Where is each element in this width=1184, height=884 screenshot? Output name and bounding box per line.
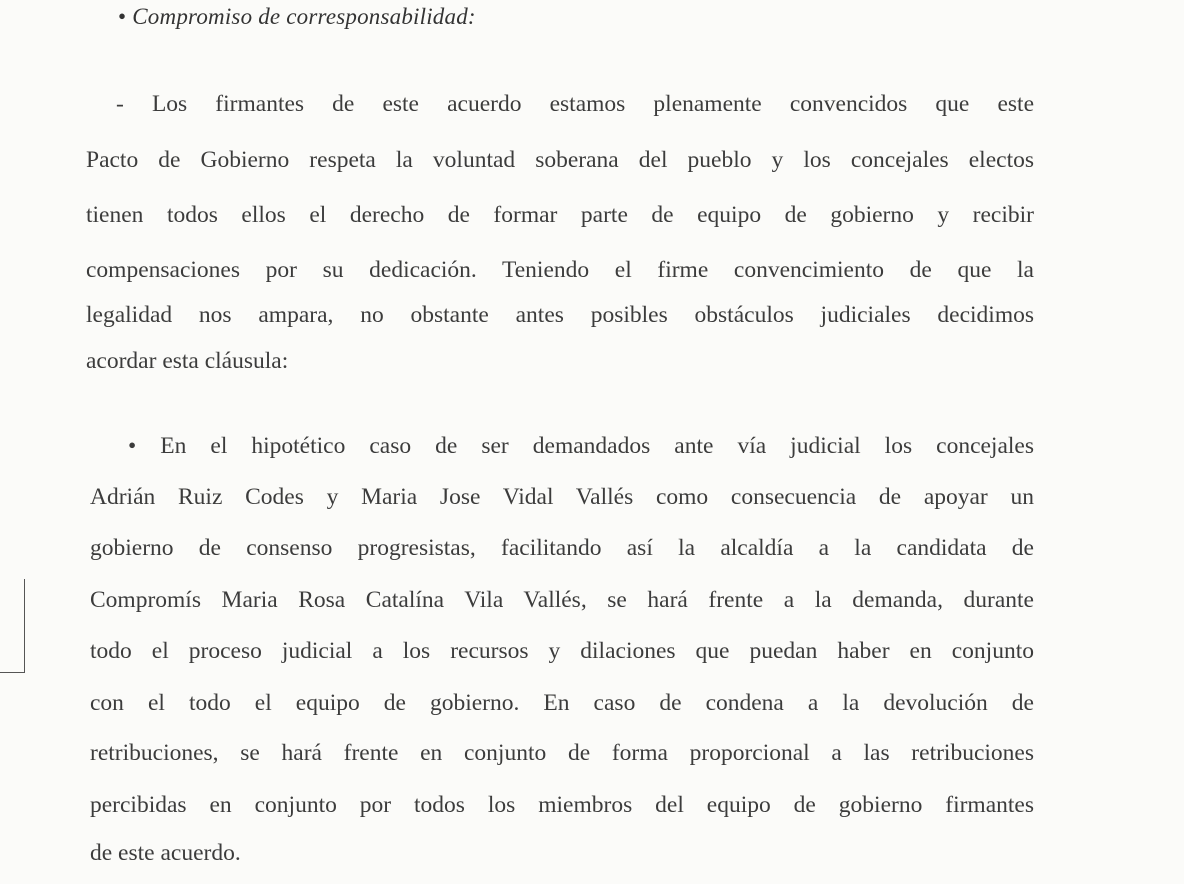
paragraph-1-line-6: acordar esta cláusula: xyxy=(86,348,289,374)
paragraph-2-line-4: Compromís Maria Rosa Catalína Vila Vallés, se hará frente a la demanda, durante xyxy=(90,587,1034,613)
section-heading xyxy=(118,4,476,30)
paragraph-1-line-4: compensaciones por su dedicación. Teniendo el firme convencimiento de que la xyxy=(86,257,1034,283)
paragraph-1-line-3: tienen todos ellos el derecho de formar parte de equipo de gobierno y recibir xyxy=(86,202,1034,228)
paragraph-1-line-2: Pacto de Gobierno respeta la voluntad soberana del pueblo y los concejales electos xyxy=(86,147,1034,173)
paragraph-2-line-3: gobierno de consenso progresistas, facilitando así la alcaldía a la candidata de xyxy=(90,535,1034,561)
paragraph-2-line-8: percibidas en conjunto por todos los miembros del equipo de gobierno firmantes xyxy=(90,792,1034,818)
heading-bullet: • xyxy=(118,4,127,29)
paragraph-2-line-1: • En el hipotético caso de ser demandados ante vía judicial los concejales xyxy=(128,433,1034,459)
heading-text: Compromiso de corresponsabilidad: xyxy=(132,4,476,29)
paragraph-2-line-5: todo el proceso judicial a los recursos y dilaciones que puedan haber en conjunto xyxy=(90,638,1034,664)
paragraph-1-line-1: - Los firmantes de este acuerdo estamos plenamente convencidos que este xyxy=(116,91,1034,117)
paragraph-2-line-9: de este acuerdo. xyxy=(90,840,241,866)
paragraph-1-line-5: legalidad nos ampara, no obstante antes posibles obstáculos judiciales decidimos xyxy=(86,302,1034,328)
margin-bracket-mark xyxy=(0,579,25,673)
paragraph-2-line-6: con el todo el equipo de gobierno. En caso de condena a la devolución de xyxy=(90,690,1034,716)
paragraph-2-line-7: retribuciones, se hará frente en conjunto de forma proporcional a las retribuciones xyxy=(90,740,1034,766)
paragraph-2-line-2: Adrián Ruiz Codes y Maria Jose Vidal Vallés como consecuencia de apoyar un xyxy=(90,484,1034,510)
